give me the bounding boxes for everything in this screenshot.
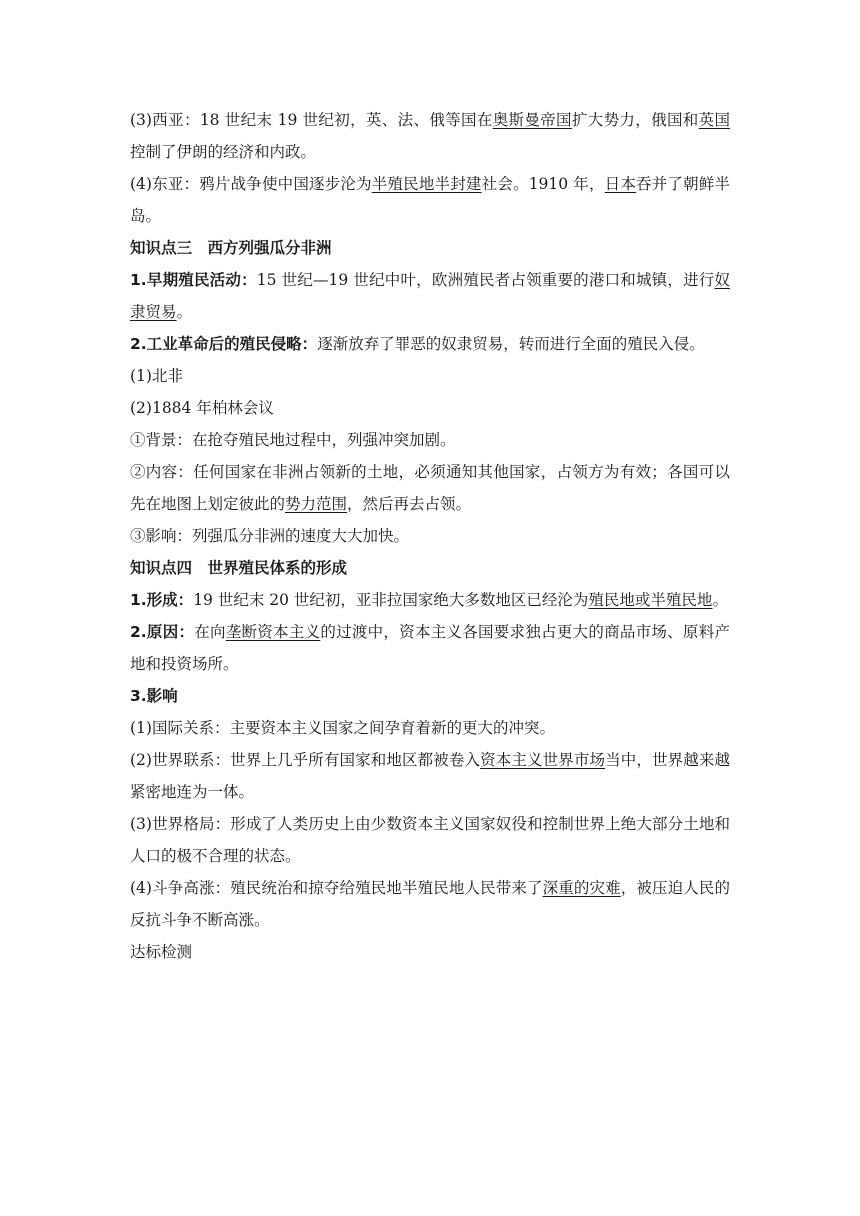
underlined-term: 日本 — [604, 175, 637, 193]
text-run: 。 — [176, 303, 193, 321]
text-run: ，然后再去占领。 — [347, 495, 472, 513]
paragraph — [130, 744, 730, 808]
paragraph — [130, 360, 730, 392]
text-run: 知识点四 世界殖民体系的形成 — [130, 559, 348, 577]
text-run: 在向 — [194, 623, 226, 641]
paragraph — [130, 328, 730, 360]
paragraph — [130, 808, 730, 872]
item-label: 1.早期殖民活动： — [130, 271, 257, 289]
paragraph — [130, 680, 730, 712]
text-run: 知识点三 西方列强瓜分非洲 — [130, 239, 332, 257]
item-label: 2.原因： — [130, 623, 195, 641]
underlined-term: 奴隶贸易 — [130, 271, 730, 321]
text-run: (3)西亚：18 世纪末 19 世纪初，英、法、俄等国在 — [130, 111, 493, 129]
item-label: 3.影响 — [130, 687, 178, 705]
text-run: (3)世界格局：形成了人类历史上由少数资本主义国家奴役和控制世界上绝大部分土地和人口的极不合理的状态。 — [130, 815, 730, 865]
paragraph — [130, 712, 730, 744]
text-run: 的过渡中，资本主义各国要求独占更大的商品市场、原料产地和投资场所。 — [130, 623, 730, 673]
text-run: (1)国际关系：主要资本主义国家之间孕育着新的更大的冲突。 — [130, 719, 555, 737]
text-run: (2)世界联系：世界上几乎所有国家和地区都被卷入 — [130, 751, 481, 769]
paragraph — [130, 424, 730, 456]
paragraph — [130, 264, 730, 328]
underlined-term: 英国 — [698, 111, 730, 129]
text-run: 当中，世界越来越紧密地连为一体。 — [130, 751, 730, 801]
item-label: 2.工业革命后的殖民侵略： — [130, 335, 318, 353]
text-run: ②内容：任何国家在非洲占领新的土地，必须通知其他国家，占领方为有效；各国可以先在地图上划定彼此的 — [130, 463, 730, 513]
text-run: (4)斗争高涨：殖民统治和掠夺给殖民地半殖民地人民带来了 — [130, 879, 543, 897]
underlined-term: 半殖民地半封建 — [371, 175, 482, 193]
paragraph — [130, 456, 730, 520]
section-heading — [130, 552, 730, 584]
paragraph — [130, 392, 730, 424]
underlined-term: 殖民地或半殖民地 — [588, 591, 713, 609]
text-run: (4)东亚：鸦片战争使中国逐步沦为 — [130, 175, 372, 193]
text-run: ，被压迫人民的反抗斗争不断高涨。 — [130, 879, 730, 929]
text-run: 扩大势力，俄国和 — [571, 111, 699, 129]
text-run: 控制了伊朗的经济和内政。 — [130, 143, 317, 161]
paragraph — [130, 616, 730, 680]
text-run: ①背景：在抢夺殖民地过程中，列强冲突加剧。 — [130, 431, 456, 449]
text-run: 吞并了朝鲜半岛。 — [130, 175, 730, 225]
text-run: 逐渐放弃了罪恶的奴隶贸易，转而进行全面的殖民入侵。 — [317, 335, 705, 353]
text-run: 社会。1910 年， — [481, 175, 605, 193]
text-run: 19 世纪末 20 世纪初，亚非拉国家绝大多数地区已经沦为 — [193, 591, 589, 609]
text-run: (1)北非 — [130, 367, 183, 385]
paragraph — [130, 104, 730, 168]
item-label: 1.形成： — [130, 591, 194, 609]
text-run: 15 世纪—19 世纪中叶，欧洲殖民者占领重要的港口和城镇，进行 — [256, 271, 715, 289]
document-body — [130, 104, 730, 968]
underlined-term: 势力范围 — [285, 495, 348, 513]
section-heading — [130, 232, 730, 264]
paragraph — [130, 168, 730, 232]
text-run: ③影响：列强瓜分非洲的速度大大加快。 — [130, 527, 410, 545]
paragraph — [130, 936, 730, 968]
underlined-term: 资本主义世界市场 — [480, 751, 606, 769]
paragraph — [130, 872, 730, 936]
text-run: 。 — [712, 591, 728, 609]
paragraph — [130, 584, 730, 616]
underlined-term: 垄断资本主义 — [225, 623, 321, 641]
text-run: (2)1884 年柏林会议 — [130, 399, 274, 417]
text-run: 达标检测 — [130, 943, 193, 961]
underlined-term: 深重的灾难 — [542, 879, 621, 897]
paragraph — [130, 520, 730, 552]
underlined-term: 奥斯曼帝国 — [492, 111, 572, 129]
